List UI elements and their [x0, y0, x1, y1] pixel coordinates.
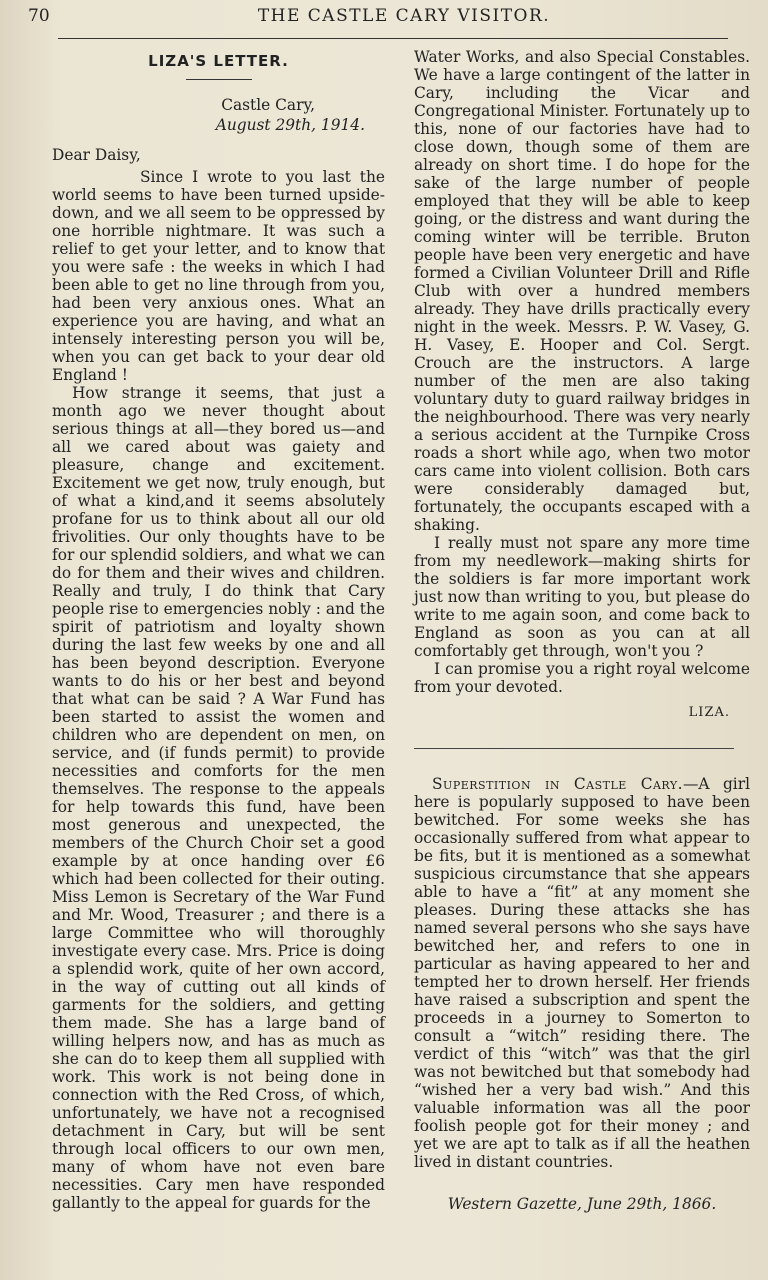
letter-paragraph: I really must not spare any more time from my needlework—making shirts for the soldiers is far more important work just now than writing to you, but please do write to me again soon, and come back to England as soon as you can at all comfortably get through, won't you ?: [414, 534, 750, 660]
letter-salutation: Dear Daisy,: [52, 146, 141, 164]
page-header: [0, 6, 768, 30]
left-column: [52, 52, 385, 1212]
article-title: LIZA'S LETTER.: [148, 52, 289, 70]
letter-place: Castle Cary,: [221, 96, 315, 114]
right-column: [414, 48, 750, 1213]
title-rule: [186, 79, 252, 80]
letter-date: August 29th, 1914.: [215, 116, 365, 134]
superstition-source: Western Gazette, June 29th, 1866.: [447, 1195, 717, 1213]
superstition-article: [414, 775, 750, 1171]
superstition-heading: Superstition in Castle Cary.: [432, 775, 684, 793]
running-title: THE CASTLE CARY VISITOR.: [257, 6, 551, 26]
superstition-body: —A girl here is popularly supposed to have been bewitched. For some weeks she has occasionally suffered from what appear to be fits, but it is mentioned as a somewhat suspicious circumstance that she appears able to have a “fit” at any moment she pleases. During these attacks she has named several persons who she says have bewitched her, and refers to one in particular as having appeared to her and tempted her to drown herself. Her friends have raised a subscription and spent the proceeds in a journey to Somerton to consult a “witch” residing there. The verdict of this “witch” was that the girl was not bewitched but that somebody had “wished her a very bad wish.” And this valuable information was all the poor foolish people got for their money ; and yet we are apt to talk as if all the heathen lived in distant countries.: [414, 775, 751, 1171]
section-rule: [414, 748, 734, 749]
letter-paragraph: Water Works, and also Special Constables. We have a large contingent of the latter in Cary, including the Vicar and Congregational Minister. Fortunately up to this, none of our factories have had to close down, though some of them are already on short time. I do hope for the sake of the large number of people employed that they will be able to keep going, or the distress and want during the coming winter will be terrible. Bruton people have been very energetic and have formed a Civilian Volunteer Drill and Rifle Club with over a hundred members already. They have drills practically every night in the week. Messrs. P. W. Vasey, G. H. Vasey, E. Hooper and Col. Sergt. Crouch are the instructors. A large number of the men are also taking voluntary duty to guard railway bridges in the neighbourhood. There was very nearly a serious accident at the Turnpike Cross roads a short while ago, when two motor cars came into violent collision. Both cars were considerably damaged but, fortunately, the occupants escaped with a shaking.: [414, 48, 750, 534]
letter-paragraph: I can promise you a right royal welcome from your devoted.: [414, 660, 750, 696]
header-rule: [58, 38, 728, 39]
page-number: 70: [28, 6, 50, 26]
letter-paragraph: How strange it seems, that just a month ago we never thought about serious things at all—they bored us—and all we cared about was gaiety and pleasure, change and excitement. Excitement we get now, truly enough, but of what a kind,and it seems absolutely profane for us to think about all our old frivolities. Our only thoughts have to be for our splendid soldiers, and what we can do for them and their wives and children. Really and truly, I do think that Cary people rise to emergencies nobly : and the spirit of patriotism and loyalty shown during the last few weeks by one and all has been beyond description. Everyone wants to do his or her best and beyond that what can be said ? A War Fund has been started to assist the women and children who are dependent on men, on service, and (if funds permit) to provide necessities and comforts for the men themselves. The response to the appeals for help towards this fund, have been most generous and unexpected, the members of the Church Choir set a good example by at once handing over £6 which had been collected for their outing. Miss Lemon is Secretary of the War Fund and Mr. Wood, Treasurer ; and there is a large Committee who will thoroughly investigate every case. Mrs. Price is doing a splendid work, quite of her own accord, in the way of cutting out all kinds of garments for the soldiers, and getting them made. She has a large band of willing helpers now, and has as much as she can do to keep them all supplied with work. This work is not being done in connection with the Red Cross, of which, unfortunately, we have not a recognised detachment in Cary, but will be sent through local officers to our own men, many of whom have not even bare necessities. Cary men have responded gallantly to the appeal for guards for the: [52, 384, 385, 1212]
letter-signature: LIZA.: [688, 705, 730, 720]
letter-paragraph: Since I wrote to you last the world seems to have been turned upside-down, and we all seem to be oppressed by one horrible nightmare. It was such a relief to get your letter, and to know that you were safe : the weeks in which I had been able to get no line through from you, had been very anxious ones. What an experience you are having, and what an intensely interesting person you will be, when you can get back to your dear old England !: [52, 168, 385, 384]
